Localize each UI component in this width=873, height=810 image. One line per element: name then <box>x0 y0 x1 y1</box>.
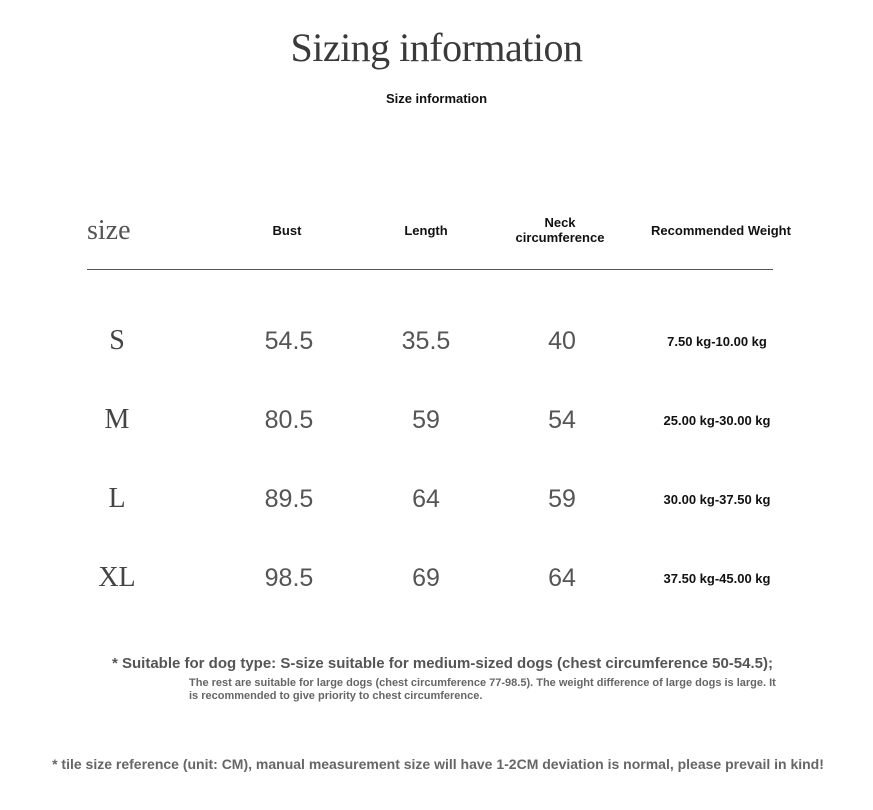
table-header <box>87 200 791 260</box>
size-cell: L <box>108 483 126 514</box>
neck-cell: 54 <box>548 405 576 434</box>
length-cell: 59 <box>412 405 440 434</box>
bust-cell: 54.5 <box>264 326 314 355</box>
weight-cell: 37.50 kg-45.00 kg <box>663 570 771 586</box>
weight-cell: 25.00 kg-30.00 kg <box>663 412 771 428</box>
bust-cell: 80.5 <box>264 405 314 434</box>
table-row <box>87 553 787 603</box>
neck-cell: 59 <box>548 484 576 513</box>
page-title: Sizing information <box>290 25 583 70</box>
table-row <box>87 474 787 524</box>
column-header-size: size <box>87 214 131 246</box>
size-cell: M <box>104 404 130 435</box>
neck-cell: 40 <box>548 326 576 355</box>
column-header-neck: Neck circumference <box>515 215 605 245</box>
length-cell: 35.5 <box>401 326 451 355</box>
weight-cell: 30.00 kg-37.50 kg <box>663 491 771 507</box>
table-row <box>87 395 787 445</box>
suitability-detail: The rest are suitable for large dogs (chest circumference 77-98.5). The weight difference of large dogs is large. It is recommended to give priority to chest circumference. <box>189 677 776 702</box>
table-row <box>87 316 787 366</box>
column-header-bust: Bust <box>272 222 302 238</box>
header-divider <box>87 269 773 270</box>
length-cell: 64 <box>412 484 440 513</box>
page-subtitle: Size information <box>385 91 488 106</box>
size-cell: XL <box>98 562 136 593</box>
neck-cell: 64 <box>548 563 576 592</box>
bust-cell: 98.5 <box>264 563 314 592</box>
bust-cell: 89.5 <box>264 484 314 513</box>
column-header-weight: Recommended Weight <box>651 222 791 238</box>
weight-cell: 7.50 kg-10.00 kg <box>667 333 767 349</box>
column-header-length: Length <box>404 222 448 238</box>
suitability-note: * Suitable for dog type: S-size suitable for medium-sized dogs (chest circumference 50-54.5); <box>112 655 773 672</box>
size-cell: S <box>109 325 125 356</box>
measurement-footnote: * tile size reference (unit: CM), manual measurement size will have 1-2CM deviation is normal, please prevail in kind! <box>52 756 824 772</box>
length-cell: 69 <box>412 563 440 592</box>
